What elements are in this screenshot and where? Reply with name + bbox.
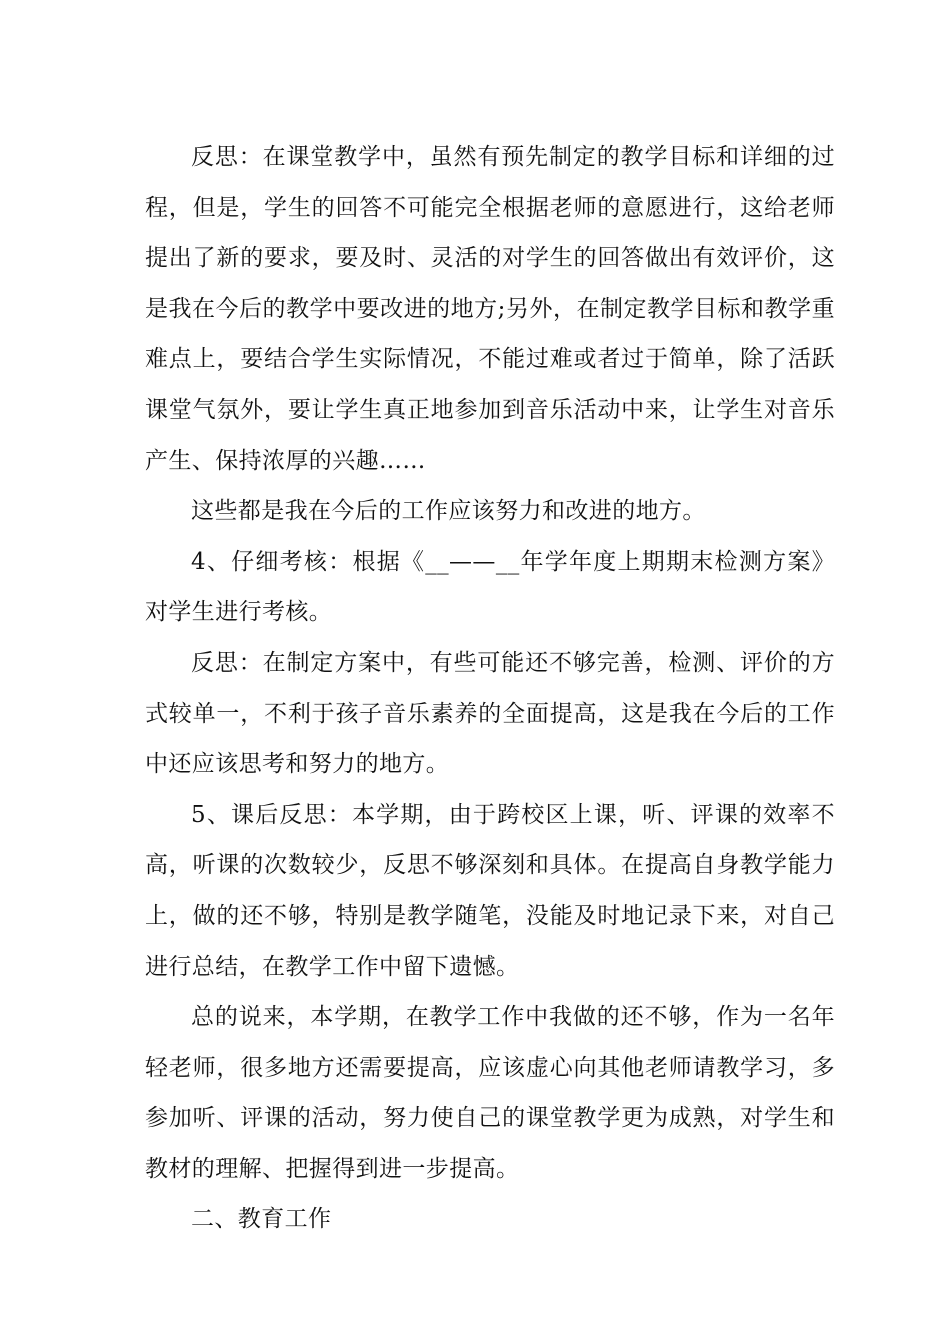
paragraph-reflection-classroom: 反思：在课堂教学中，虽然有预先制定的教学目标和详细的过程，但是，学生的回答不可能完全根据老师的意愿进行，这给老师提出了新的要求，要及时、灵活的对学生的回答做出有效评价，这是我在今后的教学中要改进的地方;另外，在制定教学目标和教学重难点上，要结合学生实际情况，不能过难或者过于简单，除了活跃课堂气氛外，要让学生真正地参加到音乐活动中来，让学生对音乐产生、保持浓厚的兴趣…… (145, 144, 835, 474)
paragraph-after-class-reflection: 5、课后反思：本学期，由于跨校区上课，听、评课的效率不高，听课的次数较少，反思不够深刻和具体。在提高自身教学能力上，做的还不够，特别是教学随笔，没能及时地记录下来，对自己进行总结，在教学工作中留下遗憾。 (145, 801, 835, 980)
paragraph-assessment: 4、仔细考核：根据《__——__年学年度上期期末检测方案》对学生进行考核。 (145, 548, 835, 626)
paragraph-reflection-assessment: 反思：在制定方案中，有些可能还不够完善，检测、评价的方式较单一，不利于孩子音乐素养的全面提高，这是我在今后的工作中还应该思考和努力的地方。 (145, 649, 835, 778)
document-body (145, 132, 835, 1245)
paragraph-overall-summary: 总的说来，本学期，在教学工作中我做的还不够，作为一名年轻老师，很多地方还需要提高，应该虚心向其他老师请教学习，多参加听、评课的活动，努力使自己的课堂教学更为成熟，对学生和教材的理解、把握得到进一步提高。 (145, 1004, 835, 1182)
paragraph-improvement-summary: 这些都是我在今后的工作应该努力和改进的地方。 (191, 498, 706, 525)
section-heading-education-work: 二、教育工作 (191, 1206, 332, 1233)
